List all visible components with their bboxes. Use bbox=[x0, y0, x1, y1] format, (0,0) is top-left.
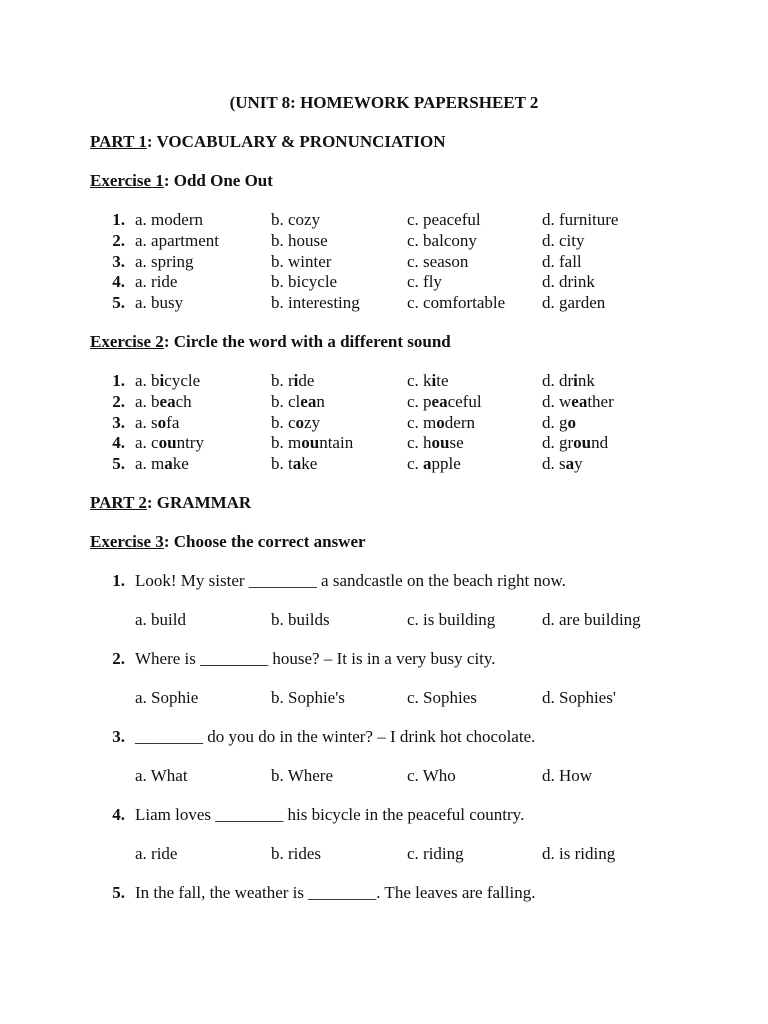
option-suffix: cycle bbox=[164, 371, 201, 390]
option-suffix: fa bbox=[166, 412, 180, 432]
option-a[interactable] bbox=[135, 371, 200, 391]
highlighted-letters: ou bbox=[573, 433, 592, 453]
option-prefix: d. g bbox=[542, 412, 568, 432]
option-suffix: te bbox=[436, 371, 449, 390]
highlighted-letters: ea bbox=[571, 391, 588, 411]
option-c[interactable] bbox=[407, 433, 464, 453]
option-c[interactable] bbox=[407, 371, 449, 391]
option-d[interactable]: d. fall bbox=[542, 251, 582, 271]
highlighted-letters: a bbox=[565, 454, 575, 473]
part1-title: : VOCABULARY & PRONUNCIATION bbox=[146, 132, 446, 151]
item-number: 4. bbox=[112, 433, 125, 453]
highlighted-letters: ea bbox=[159, 391, 176, 411]
option-b[interactable] bbox=[271, 454, 317, 474]
option-prefix: a. m bbox=[135, 454, 165, 473]
item-number: 1. bbox=[112, 571, 125, 590]
question-text: ________ do you do in the winter? – I drink hot chocolate. bbox=[135, 727, 536, 746]
answer-option-d[interactable]: d. is riding bbox=[542, 844, 616, 863]
option-a[interactable]: a. apartment bbox=[135, 230, 220, 250]
item-number: 1. bbox=[112, 210, 125, 229]
option-c[interactable] bbox=[407, 454, 461, 474]
option-c[interactable] bbox=[407, 392, 482, 412]
part1-label: PART 1 bbox=[90, 132, 147, 151]
question-text: Liam loves ________ his bicycle in the peaceful country. bbox=[135, 805, 525, 824]
option-suffix: ntain bbox=[319, 433, 354, 453]
option-prefix: a. s bbox=[135, 412, 158, 432]
highlighted-letters: a bbox=[292, 454, 302, 473]
item-number: 3. bbox=[112, 727, 125, 746]
highlighted-letters: i bbox=[573, 371, 578, 390]
option-c[interactable]: c. balcony bbox=[407, 230, 477, 250]
item-number: 4. bbox=[112, 805, 125, 824]
option-d[interactable] bbox=[542, 392, 614, 412]
highlighted-letters: a bbox=[423, 454, 432, 473]
option-prefix: c. k bbox=[407, 371, 432, 390]
option-b[interactable]: b. bicycle bbox=[271, 272, 338, 292]
highlighted-letters: ea bbox=[431, 391, 448, 411]
option-a[interactable]: a. ride bbox=[135, 272, 178, 292]
option-a[interactable]: a. spring bbox=[135, 251, 194, 271]
option-d[interactable]: d. city bbox=[542, 230, 585, 250]
exercise1-title: : Odd One Out bbox=[163, 171, 273, 190]
answer-option-a[interactable]: a. Sophie bbox=[135, 688, 199, 707]
option-b[interactable] bbox=[271, 371, 314, 391]
answer-option-b[interactable]: b. Sophie's bbox=[271, 688, 345, 707]
answer-option-b[interactable]: b. rides bbox=[271, 844, 322, 863]
highlighted-letters: ea bbox=[300, 391, 317, 411]
option-c[interactable]: c. peaceful bbox=[407, 210, 481, 229]
item-number: 2. bbox=[112, 649, 125, 668]
option-prefix: a. c bbox=[135, 433, 159, 453]
option-b[interactable] bbox=[271, 413, 320, 433]
highlighted-letters: ou bbox=[431, 433, 450, 453]
item-number: 3. bbox=[112, 412, 125, 432]
option-prefix: b. m bbox=[271, 433, 302, 453]
item-number: 2. bbox=[112, 230, 125, 250]
part1-heading bbox=[90, 132, 446, 152]
option-a[interactable]: a. modern bbox=[135, 210, 203, 229]
answer-option-c[interactable]: c. is building bbox=[407, 610, 496, 629]
option-d[interactable]: d. garden bbox=[542, 293, 606, 312]
option-c[interactable]: c. fly bbox=[407, 272, 442, 292]
exercise3-label: Exercise 3 bbox=[90, 532, 164, 551]
exercise3-heading bbox=[90, 532, 366, 552]
question-text: Where is ________ house? – It is in a very busy city. bbox=[135, 649, 496, 668]
option-b[interactable]: b. interesting bbox=[271, 293, 360, 312]
answer-option-d[interactable]: d. are building bbox=[542, 610, 641, 629]
item-number: 5. bbox=[112, 883, 125, 902]
answer-option-c[interactable]: c. Who bbox=[407, 766, 456, 785]
item-number: 3. bbox=[112, 251, 125, 271]
option-d[interactable] bbox=[542, 413, 576, 433]
option-suffix: ke bbox=[172, 454, 189, 473]
option-prefix: d. w bbox=[542, 391, 572, 411]
answer-option-d[interactable]: d. Sophies' bbox=[542, 688, 616, 707]
option-suffix: zy bbox=[304, 412, 321, 432]
exercise2-label: Exercise 2 bbox=[90, 332, 164, 351]
option-prefix: a. b bbox=[135, 391, 160, 411]
option-suffix: ceful bbox=[447, 391, 482, 411]
option-b[interactable] bbox=[271, 392, 325, 412]
option-prefix: a. b bbox=[135, 371, 160, 390]
option-prefix: c. h bbox=[407, 433, 432, 453]
highlighted-letters: o bbox=[436, 412, 445, 432]
option-suffix: ke bbox=[301, 454, 318, 473]
option-b[interactable] bbox=[271, 433, 353, 453]
answer-option-b[interactable]: b. Where bbox=[271, 766, 333, 785]
option-d[interactable]: d. furniture bbox=[542, 210, 619, 229]
option-suffix: se bbox=[449, 433, 464, 453]
option-d[interactable] bbox=[542, 371, 595, 391]
option-b[interactable]: b. cozy bbox=[271, 210, 321, 229]
part2-heading bbox=[90, 493, 251, 513]
option-a[interactable] bbox=[135, 392, 192, 412]
exercise2-title: : Circle the word with a different sound bbox=[163, 332, 451, 351]
highlighted-letters: o bbox=[567, 412, 576, 432]
highlighted-letters: a bbox=[164, 454, 173, 473]
option-prefix: c. bbox=[407, 454, 424, 473]
option-prefix: c. p bbox=[407, 391, 432, 411]
option-d[interactable] bbox=[542, 433, 608, 453]
part2-label: PART 2 bbox=[90, 493, 147, 512]
option-c[interactable] bbox=[407, 413, 475, 433]
answer-option-c[interactable]: c. riding bbox=[407, 844, 464, 863]
page-title: (UNIT 8: HOMEWORK PAPERSHEET 2 bbox=[229, 93, 539, 112]
option-a[interactable] bbox=[135, 433, 204, 453]
option-d[interactable] bbox=[542, 454, 583, 474]
option-a[interactable] bbox=[135, 413, 179, 433]
answer-option-a[interactable]: a. What bbox=[135, 766, 188, 785]
option-prefix: c. m bbox=[407, 412, 437, 432]
item-number: 2. bbox=[112, 391, 125, 411]
option-a[interactable] bbox=[135, 454, 189, 474]
question-text: In the fall, the weather is ________. The leaves are falling. bbox=[135, 883, 536, 902]
answer-option-a[interactable]: a. ride bbox=[135, 844, 178, 863]
item-number: 5. bbox=[112, 293, 125, 312]
exercise3-title: : Choose the correct answer bbox=[163, 532, 366, 551]
highlighted-letters: o bbox=[295, 412, 305, 432]
question-text: Look! My sister ________ a sandcastle on the beach right now. bbox=[135, 571, 566, 590]
exercise2-heading bbox=[90, 332, 451, 352]
option-suffix: ch bbox=[175, 391, 192, 411]
option-b[interactable]: b. winter bbox=[271, 251, 332, 271]
highlighted-letters: ou bbox=[301, 433, 320, 453]
option-suffix: pple bbox=[431, 454, 461, 473]
part2-title: : GRAMMAR bbox=[146, 493, 252, 512]
option-b[interactable]: b. house bbox=[271, 230, 328, 250]
option-prefix: b. r bbox=[271, 371, 294, 390]
exercise1-label: Exercise 1 bbox=[90, 171, 164, 190]
highlighted-letters: ou bbox=[158, 433, 177, 453]
option-c[interactable]: c. comfortable bbox=[407, 293, 506, 312]
option-suffix: nk bbox=[577, 371, 595, 390]
option-suffix: y bbox=[574, 454, 583, 473]
item-number: 4. bbox=[112, 272, 125, 292]
highlighted-letters: i bbox=[293, 371, 299, 390]
answer-option-a[interactable]: a. build bbox=[135, 610, 186, 629]
answer-option-b[interactable]: b. builds bbox=[271, 610, 330, 629]
answer-option-d[interactable]: d. How bbox=[542, 766, 593, 785]
item-number: 1. bbox=[112, 371, 125, 390]
option-prefix: b. c bbox=[271, 412, 296, 432]
exercise1-heading bbox=[90, 171, 273, 191]
option-d[interactable]: d. drink bbox=[542, 272, 595, 292]
highlighted-letters: o bbox=[157, 412, 167, 432]
option-a[interactable]: a. busy bbox=[135, 293, 184, 312]
option-prefix: b. t bbox=[271, 454, 293, 473]
option-suffix: ntry bbox=[176, 433, 204, 453]
option-suffix: dern bbox=[444, 412, 475, 432]
option-suffix: nd bbox=[591, 433, 609, 453]
option-suffix: de bbox=[298, 371, 315, 390]
item-number: 5. bbox=[112, 454, 125, 473]
option-prefix: d. gr bbox=[542, 433, 574, 453]
option-suffix: n bbox=[316, 391, 325, 411]
option-c[interactable]: c. season bbox=[407, 251, 469, 271]
option-prefix: d. dr bbox=[542, 371, 574, 390]
option-suffix: ther bbox=[587, 391, 614, 411]
highlighted-letters: i bbox=[431, 371, 437, 390]
option-prefix: b. cl bbox=[271, 391, 301, 411]
highlighted-letters: i bbox=[159, 371, 165, 390]
option-prefix: d. s bbox=[542, 454, 566, 473]
answer-option-c[interactable]: c. Sophies bbox=[407, 688, 477, 707]
